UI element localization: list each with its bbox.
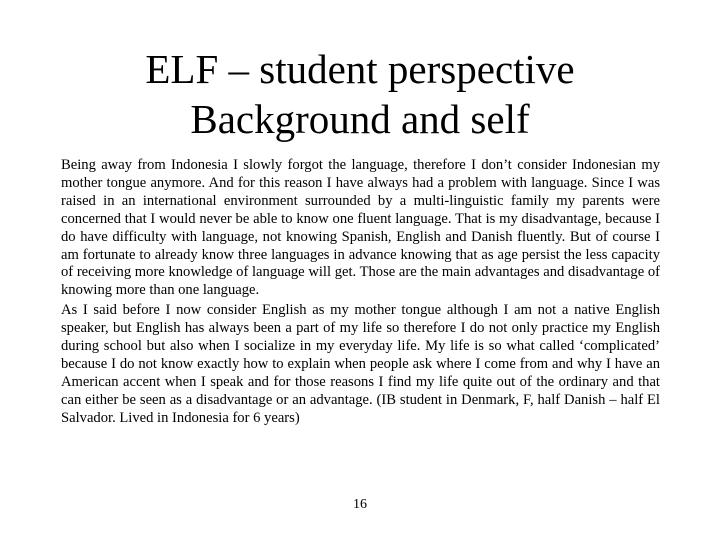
slide-title-line-2: Background and self <box>190 96 530 142</box>
slide-title-line-1: ELF – student perspective <box>145 46 575 92</box>
slide-body <box>61 157 660 430</box>
page-number: 16 <box>353 497 367 512</box>
body-paragraph-2: As I said before I now consider English as my mother tongue although I am not a native English speaker, but English has always been a part of my life so therefore I do not only practice my English during school but also when I socialize in my everyday life. My life is so what called ‘complicated’ because I do not know exactly how to explain when people ask where I come from and why I have an American accent when I speak and for those reasons I find my life quite out of the ordinary and that can either be seen as a disadvantage or an advantage. (IB student in Denmark, F, half Danish – half El Salvador. Lived in Indonesia for 6 years) <box>61 302 660 426</box>
slide-title <box>0 44 720 144</box>
body-paragraph-1: Being away from Indonesia I slowly forgot the language, therefore I don’t consider Indonesian my mother tongue anymore. And for this reason I have always had a problem with language. Since I was raised in an international environment surrounded by a multi-linguistic family my parents were concerned that I would never be able to know one fluent language. That is my disadvantage, because I do have difficulty with language, not knowing Spanish, English and Danish fluently. But of course I am fortunate to already know three languages in advance knowing that as age persist the less capacity of receiving more knowledge of language will get. Those are the main advantages and disadvantage of knowing more than one language. <box>61 157 660 299</box>
